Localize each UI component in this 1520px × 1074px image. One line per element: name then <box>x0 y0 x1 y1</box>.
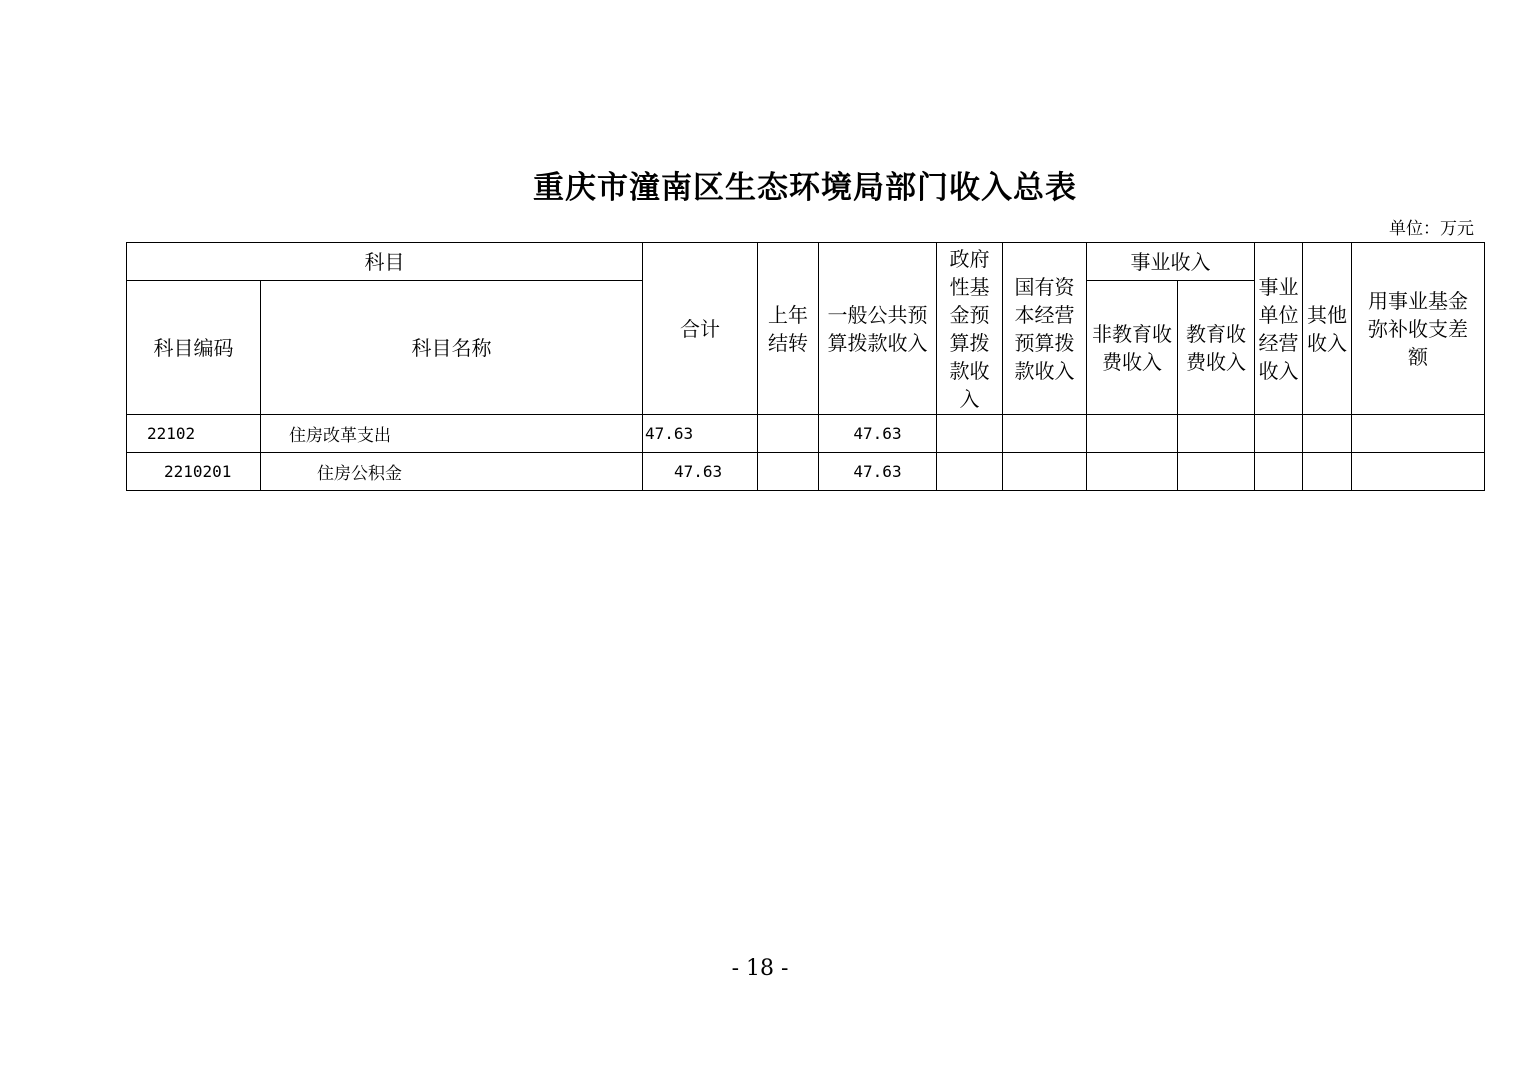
header-other-income <box>1303 243 1352 415</box>
row-carryover <box>758 453 819 491</box>
row-unit-operating <box>1255 453 1303 491</box>
row-non-edu-fee <box>1087 415 1178 453</box>
header-edu-fee <box>1178 281 1255 415</box>
header-general-budget <box>819 243 937 415</box>
header-carryover-text: 上年结转 <box>768 302 808 355</box>
row-total: 47.63 <box>643 453 758 491</box>
header-state-capital-text: 国有资本经营预算拨款收入 <box>1014 274 1075 383</box>
unit-label: 单位：万元 <box>1389 219 1474 239</box>
header-carryover <box>758 243 819 415</box>
row-total: 47.63 <box>643 415 758 453</box>
row-non-edu-fee <box>1087 453 1178 491</box>
header-subject: 科目 <box>127 243 643 281</box>
header-gov-fund <box>937 243 1003 415</box>
header-state-capital <box>1003 243 1087 415</box>
row-other-income <box>1303 453 1352 491</box>
row-unit-operating <box>1255 415 1303 453</box>
header-unit-operating-text: 事业单位经营收入 <box>1258 274 1299 383</box>
header-fund-offset-text: 用事业基金弥补收支差额 <box>1368 288 1468 369</box>
row-gov-fund <box>937 415 1003 453</box>
header-non-edu-fee-text: 非教育收费收入 <box>1092 321 1172 374</box>
row-code: 2210201 <box>127 453 261 491</box>
row-general-budget: 47.63 <box>819 415 937 453</box>
row-name: 住房公积金 <box>261 453 643 491</box>
page-number: - 18 - <box>731 956 789 981</box>
row-other-income <box>1303 415 1352 453</box>
header-other-income-text: 其他收入 <box>1307 302 1347 355</box>
header-fund-offset <box>1352 243 1485 415</box>
header-gov-fund-text: 政府性基金预算拨款收入 <box>949 246 990 411</box>
header-total: 合计 <box>643 243 758 415</box>
row-gov-fund <box>937 453 1003 491</box>
row-fund-offset <box>1352 453 1485 491</box>
row-fund-offset <box>1352 415 1485 453</box>
row-carryover <box>758 415 819 453</box>
row-state-capital <box>1003 415 1087 453</box>
table-row <box>127 415 1485 453</box>
income-summary-table <box>126 242 1485 491</box>
row-state-capital <box>1003 453 1087 491</box>
table-row <box>127 453 1485 491</box>
header-general-budget-text: 一般公共预算拨款收入 <box>827 302 928 355</box>
header-non-edu-fee <box>1087 281 1178 415</box>
row-edu-fee <box>1178 453 1255 491</box>
row-edu-fee <box>1178 415 1255 453</box>
header-subject-code: 科目编码 <box>127 281 261 415</box>
row-name: 住房改革支出 <box>261 415 643 453</box>
row-general-budget: 47.63 <box>819 453 937 491</box>
row-code: 22102 <box>127 415 261 453</box>
header-subject-name: 科目名称 <box>261 281 643 415</box>
header-edu-fee-text: 教育收费收入 <box>1186 321 1246 374</box>
page-title: 重庆市潼南区生态环境局部门收入总表 <box>533 170 1077 206</box>
header-business-income: 事业收入 <box>1087 243 1255 281</box>
header-unit-operating <box>1255 243 1303 415</box>
